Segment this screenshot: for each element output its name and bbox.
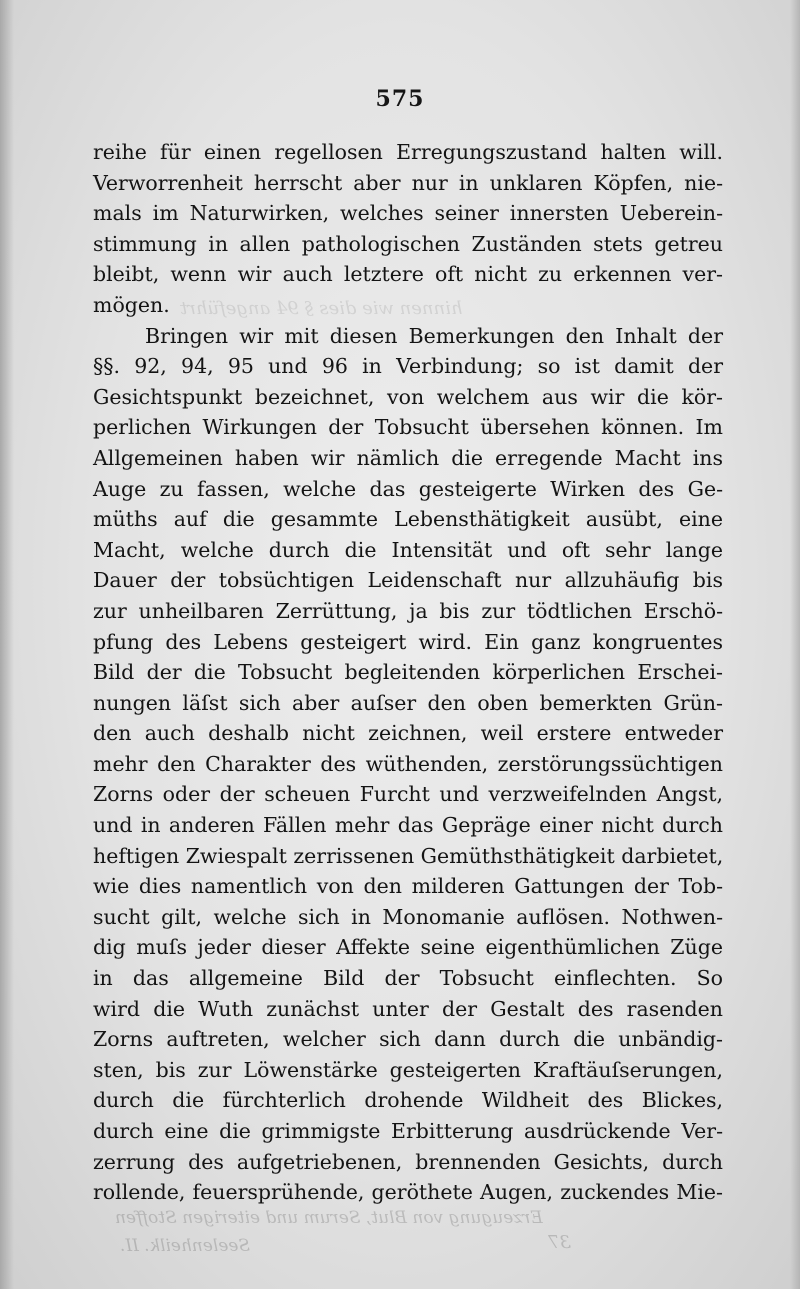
text-line: mögen. [93, 292, 170, 317]
text-line: reihe für einen regellosen Erregungszustand halten will. [93, 140, 723, 164]
text-line: heftigen Zwiespalt zerrissenen Gemüthsthätigkeit darbietet, [93, 843, 724, 868]
text-line: mals im Naturwirken, welches seiner innersten Ueberein- [93, 201, 723, 226]
text-line: zur unheilbaren Zerrüttung, ja bis zur tödtlichen Erschö- [93, 598, 723, 623]
text-line: wird die Wuth zunächst unter der Gestalt des rasenden [93, 996, 723, 1021]
text-line: Verworrenheit herrscht aber nur in unklaren Köpfen, nie- [93, 170, 723, 195]
text-line: in das allgemeine Bild der Tobsucht einflechten. So [93, 966, 723, 991]
text-line: §§. 92, 94, 95 und 96 in Verbindung; so ist damit der [93, 354, 723, 379]
text-line: Zorns oder der scheuen Furcht und verzweifelnden Angst, [93, 782, 723, 807]
text-line: Dauer der tobsüchtigen Leidenschaft nur allzuhäufig bis [93, 568, 723, 593]
text-line: sten, bis zur Löwenstärke gesteigerten Kraftäuſserungen, [93, 1057, 723, 1082]
show-through-texture: 37 [548, 1232, 571, 1253]
text-line: Auge zu fassen, welche das gesteigerte Wirken des Ge- [93, 476, 723, 501]
text-line: müths auf die gesammte Lebensthätigkeit ausübt, eine [93, 507, 723, 532]
text-line: mehr den Charakter des wüthenden, zerstörungssüchtigen [93, 751, 723, 776]
text-line: bleibt, wenn wir auch letztere oft nicht zu erkennen ver- [93, 262, 723, 287]
text-line: Allgemeinen haben wir nämlich die erregende Macht ins [93, 445, 723, 470]
text-line: perlichen Wirkungen der Tobsucht übersehen können. Im [93, 415, 723, 440]
page-edge-shadow-left [0, 0, 14, 1289]
show-through-texture: Seelenheilk. II. [120, 1236, 251, 1256]
text-line: durch eine die grimmigste Erbitterung ausdrückende Ver- [93, 1119, 723, 1143]
text-line: dig muſs jeder dieser Affekte seine eigenthümlichen Züge [93, 935, 723, 960]
text-line: wie dies namentlich von den milderen Gattungen der Tob- [93, 874, 723, 899]
page-edge-shadow-right [790, 0, 800, 1289]
text-line: Gesichtspunkt bezeichnet, von welchem aus wir die kör- [93, 384, 723, 409]
text-line: sucht gilt, welche sich in Monomanie auflösen. Nothwen- [93, 904, 723, 929]
show-through-texture: Erzeugung von Blut, Serum und eiterigen Stoffen [115, 1208, 543, 1228]
text-line: zerrung des aufgetriebenen, brennenden Gesichts, durch [93, 1149, 723, 1174]
page-number: 575 [375, 86, 425, 112]
text-line: pfung des Lebens gesteigert wird. Ein ganz kongruentes [93, 629, 723, 654]
text-line: Bringen wir mit diesen Bemerkungen den Inhalt der [145, 323, 723, 348]
text-line: rollende, feuersprühende, geröthete Augen, zuckendes Mie- [93, 1180, 723, 1205]
text-line: nungen läſst sich aber auſser den oben bemerkten Grün- [93, 690, 723, 715]
text-line: und in anderen Fällen mehr das Gepräge einer nicht durch [93, 813, 723, 838]
text-line: durch die fürchterlich drohende Wildheit des Blickes, [93, 1088, 723, 1113]
text-line: Bild der die Tobsucht begleitenden körperlichen Erschei- [93, 660, 723, 685]
text-line: Macht, welche durch die Intensität und oft sehr lange [93, 537, 723, 562]
show-through-texture: hinnen wie dies § 94 angeführt [180, 298, 463, 319]
text-line: Zorns auftreten, welcher sich dann durch die unbändig- [93, 1027, 723, 1052]
text-line: stimmung in allen pathologischen Zuständen stets getreu [93, 231, 723, 256]
text-line: den auch deshalb nicht zeichnen, weil erstere entweder [93, 721, 723, 746]
